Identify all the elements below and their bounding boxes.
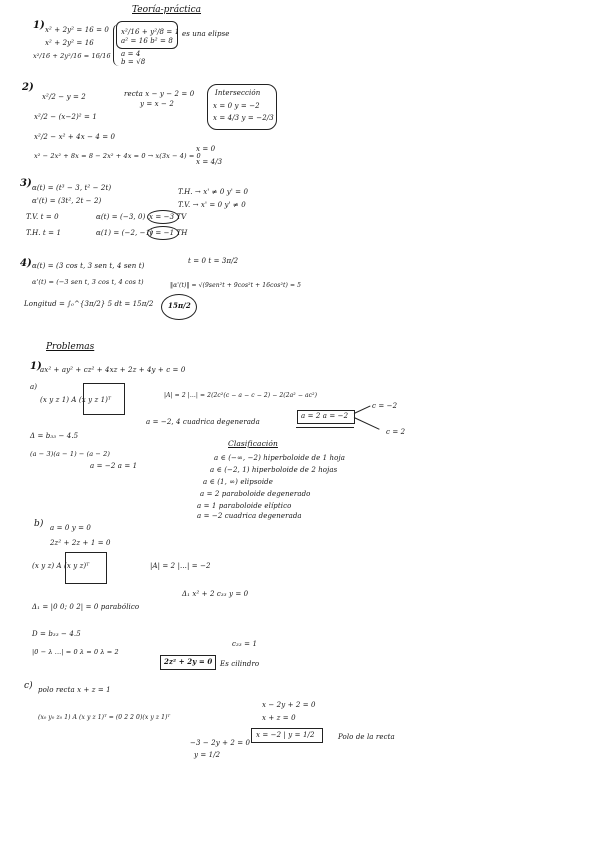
q3-line-1: α(t) = (t³ − 3, t² − 2t)	[32, 184, 112, 192]
q4-line-1: α(t) = (3 cos t, 3 sen t, 4 sen t)	[32, 262, 145, 270]
q3-line-3c: x = −3 TV	[149, 213, 187, 221]
p1-classification-title: Clasificación	[228, 439, 278, 448]
q2-root-1: x = 0	[196, 145, 216, 153]
p1b-matrix-bracket	[65, 552, 107, 584]
p1c-line-1: polo recta x + z = 1	[38, 686, 111, 694]
p1-class-2: a ∈ (−2, 1) hiperboloide de 2 hojas	[210, 466, 338, 474]
p1b-matrix: (x y z) A (x y z)ᵀ	[32, 562, 90, 570]
p1a-sub-matrix: (a − 3)(a − 1) − (a − 2)	[30, 450, 110, 458]
p1c-line-2: (x₀ y₀ z₀ 1) A (x y z 1)ᵀ = (0 2 2 0)(x y z 1)ᵀ	[38, 714, 171, 721]
q1-number: 1)	[33, 20, 45, 31]
q1-line-2: x² + 2y² = 16	[45, 39, 94, 47]
p1b-line-2: 2z² + 2z + 1 = 0	[50, 539, 111, 547]
p1b-delta-eq: Δ₁ x² + 2 c₃₃ y = 0	[182, 590, 249, 598]
p1-equation: ax² + ay² + cz² + 4xz + 2z + 4y + c = 0	[40, 366, 186, 374]
q2-line-3: x²/2 − x² + 4x − 4 = 0	[34, 133, 116, 141]
page-title: Teoría-práctica	[132, 5, 202, 15]
p1a-matrix-bracket	[83, 383, 125, 415]
p1a-branch-c2: c = 2	[386, 428, 406, 436]
p1b-result: 2z² + 2y = 0	[164, 657, 213, 666]
q4-result: 15π/2	[168, 301, 191, 310]
p1b-label: b)	[34, 519, 44, 529]
p1a-label: a)	[30, 383, 38, 391]
q3-line-2: α'(t) = (3t², 2t − 2)	[32, 197, 102, 205]
p1a-matrix: (x y z 1) A (x y z 1)ᵀ	[40, 396, 112, 404]
q2-box-line-2: x = 4/3 y = −2/3	[213, 114, 274, 122]
q1-result-1: x²/16 + y²/8 = 1	[121, 28, 180, 36]
q2-box-line-1: x = 0 y = −2	[213, 102, 260, 110]
q2-line-1c: y = x − 2	[140, 100, 174, 108]
q3-right-1: T.H. → x' ≠ 0 y' = 0	[178, 188, 249, 196]
p1a-determinant: |A| = 2 |...| = 2(2c²(c − a − c − 2) − 2(2a² − ac²)	[164, 392, 318, 399]
p1c-note: Polo de la recta	[338, 733, 395, 741]
p1a-delta: Δ = b₃₃ − 4.5	[30, 432, 79, 440]
q3-line-3: T.V. t = 0	[26, 213, 59, 221]
q4-line-2b: ‖α'(t)‖ = √(9sen²t + 9cos²t + 16cos²t) = 5	[170, 282, 301, 289]
q2-line-4: x² − 2x² + 8x = 8 − 2x² + 4x = 0 → x(3x − 4) = 0	[34, 152, 201, 160]
p1b-determinant: |A| = 2 |...| = −2	[150, 562, 211, 570]
q3-line-4c: y = −1 TH	[149, 229, 188, 237]
p1a-result: a = 2 a = −2	[301, 412, 349, 420]
q4-number: 4)	[20, 258, 32, 269]
q3-right-2: T.V. → x' = 0 y' ≠ 0	[178, 201, 246, 209]
q1-result-4: b = √8	[121, 58, 146, 66]
q2-root-2: x = 4/3	[196, 158, 223, 166]
p1b-d: D = b₃₃ − 4.5	[32, 630, 81, 638]
p1c-line-4: x + z = 0	[262, 714, 296, 722]
q3-line-3b: α(t) = (−3, 0)	[96, 213, 146, 221]
p1b-note: Es cilindro	[220, 660, 260, 668]
p1-class-5: a = 1 paraboloide elíptico	[197, 502, 292, 510]
q1-line-1: x² + 2y² = 16 = 0	[45, 26, 109, 34]
q1-note: es una elipse	[182, 30, 230, 38]
p1a-divider	[296, 427, 354, 428]
p1a-branch-up	[354, 405, 371, 414]
p1a-sub-roots: a = −2 a = 1	[90, 462, 138, 470]
p1b-eigen: |0 − λ ...| = 0 λ = 0 λ = 2	[32, 648, 119, 656]
q1-line-3: x²/16 + 2y²/16 = 16/16	[33, 52, 111, 60]
q3-number: 3)	[20, 178, 32, 189]
q3-line-4b: α(1) = (−2, −1)	[96, 229, 154, 237]
p1c-line-3: x − 2y + 2 = 0	[262, 701, 316, 709]
p1a-branch-down	[354, 417, 380, 430]
q2-number: 2)	[22, 82, 34, 93]
q2-line-1b: recta x − y − 2 = 0	[124, 90, 195, 98]
p1-number: 1)	[30, 361, 42, 372]
p1-class-4: a = 2 paraboloide degenerado	[200, 490, 311, 498]
p1c-line-6: y = 1/2	[194, 751, 221, 759]
q1-result-2: a² = 16 b² = 8	[121, 37, 173, 45]
p1c-line-5: −3 − 2y + 2 = 0	[190, 739, 251, 747]
q2-box-title: Intersección	[215, 89, 261, 97]
p1-class-3: a ∈ (1, ∞) elipsoide	[203, 478, 273, 486]
p1-class-1: a ∈ (−∞, −2) hiperboloide de 1 hoja	[214, 454, 346, 462]
p1c-label: c)	[24, 681, 33, 691]
p1b-delta: Δ₁ = |0 0; 0 2| = 0 parabólico	[32, 603, 140, 611]
p1b-line-1: a = 0 y = 0	[50, 524, 91, 532]
q3-line-4: T.H. t = 1	[26, 229, 62, 237]
p1c-result: x = −2 | y = 1/2	[256, 731, 315, 739]
q4-line-3: Longitud = ∫₀^{3π/2} 5 dt = 15π/2	[24, 300, 154, 308]
q1-result-3: a = 4	[121, 50, 141, 58]
p1b-c33: c₃₃ = 1	[232, 640, 258, 648]
q2-line-1: x²/2 − y = 2	[42, 93, 86, 101]
p1a-branch-c1: c = −2	[372, 402, 398, 410]
section-problemas-title: Problemas	[46, 342, 95, 352]
p1a-note: a = −2, 4 cuadrica degenerada	[146, 418, 260, 426]
q4-line-2: α'(t) = (−3 sen t, 3 cos t, 4 cos t)	[32, 278, 144, 286]
q4-line-1b: t = 0 t = 3π/2	[188, 257, 239, 265]
q2-line-2: x²/2 − (x−2)² = 1	[34, 113, 97, 121]
p1-class-6: a = −2 cuadrica degenerada	[197, 512, 302, 520]
